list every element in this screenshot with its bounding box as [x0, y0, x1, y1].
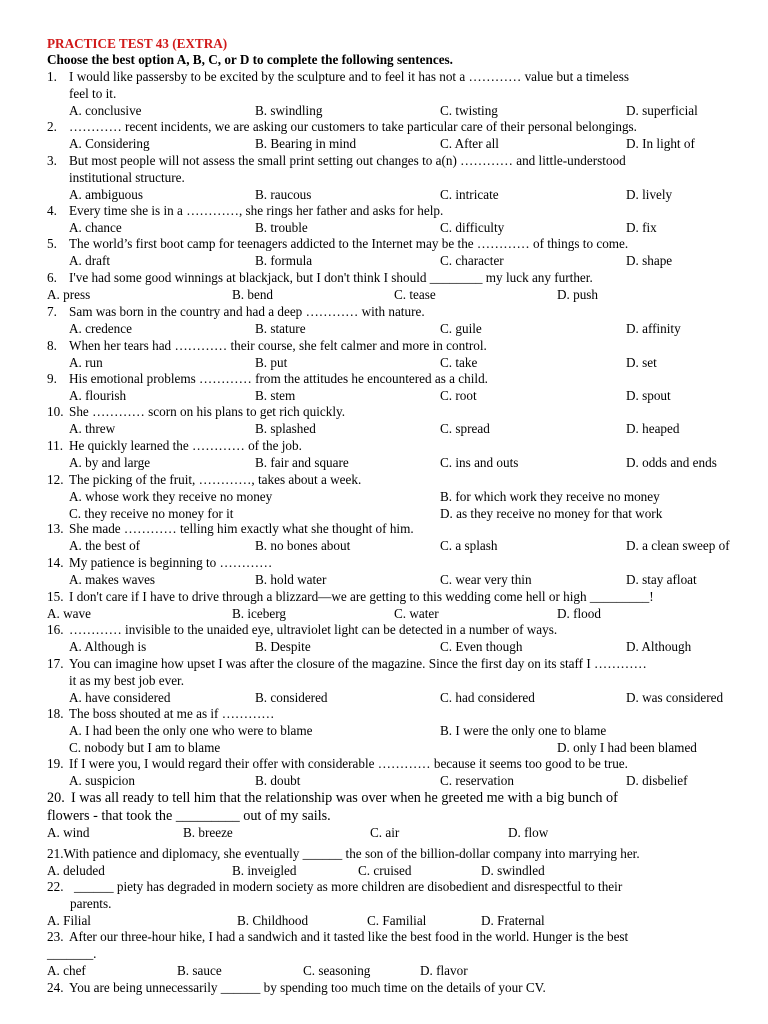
- question-9-option: D. spout: [626, 387, 671, 403]
- question-9-option: C. root: [440, 387, 477, 403]
- question-2-option: C. After all: [440, 135, 499, 151]
- question-19-option: D. disbelief: [626, 772, 688, 788]
- question-14-option: B. hold water: [255, 571, 327, 587]
- question-20-option: C. air: [370, 824, 400, 840]
- question-15-stem: I don't care if I have to drive through a blizzard—we are getting to this wedding come hell or high _________!: [69, 589, 654, 604]
- question-15-option: A. wave: [47, 605, 91, 621]
- question-21-text: [47, 846, 640, 862]
- question-stem: With patience and diplomacy, she eventually ______ the son of the billion-dollar company into marrying her.: [63, 846, 640, 861]
- question-3-number: 3.: [47, 153, 57, 168]
- question-19-stem: If I were you, I would regard their offer with considerable ………… because it seems too good to be true.: [69, 756, 628, 771]
- question-4-option: B. trouble: [255, 219, 308, 235]
- question-5-option: D. shape: [626, 252, 673, 268]
- question-2-option: D. In light of: [626, 135, 695, 151]
- question-15-option: C. water: [394, 605, 439, 621]
- question-12-option: A. whose work they receive no money: [69, 488, 273, 504]
- question-10-number: 10.: [47, 404, 64, 419]
- question-5-option: A. draft: [69, 252, 111, 268]
- question-16-option: B. Despite: [255, 638, 311, 654]
- question-16-number: 16.: [47, 622, 64, 637]
- question-11-option: C. ins and outs: [440, 454, 519, 470]
- question-5-stem: The world’s first boot camp for teenagers addicted to the Internet may be the ………… of things to come.: [69, 236, 629, 251]
- question-11-stem: He quickly learned the ………… of the job.: [69, 438, 302, 453]
- question-2-stem: ………… recent incidents, we are asking our customers to take particular care of their personal belongings.: [69, 119, 637, 134]
- question-11-option: B. fair and square: [255, 454, 349, 470]
- question-18-option: D. only I had been blamed: [557, 739, 697, 755]
- question-22-number: 22.: [47, 879, 64, 894]
- question-16-option: D. Although: [626, 638, 692, 654]
- question-19-option: C. reservation: [440, 772, 514, 788]
- question-23-option: C. seasoning: [303, 962, 371, 978]
- question-3-option: A. ambiguous: [69, 186, 143, 202]
- question-20-option: A. wind: [47, 824, 90, 840]
- question-14-option: C. wear very thin: [440, 571, 532, 587]
- question-3-option: C. intricate: [440, 186, 499, 202]
- question-23-option: A. chef: [47, 962, 86, 978]
- question-23-option: D. flavor: [420, 962, 468, 978]
- question-19-option: B. doubt: [255, 772, 301, 788]
- question-10-option: A. threw: [69, 420, 116, 436]
- question-3-option: D. lively: [626, 186, 673, 202]
- question-5-option: C. character: [440, 252, 504, 268]
- question-3-option: B. raucous: [255, 186, 312, 202]
- question-14-stem: My patience is beginning to …………: [69, 555, 273, 570]
- question-4-number: 4.: [47, 203, 57, 218]
- question-7-option: A. credence: [69, 320, 132, 336]
- question-1-stem: I would like passersby to be excited by the sculpture and to feel it has not a ………… value but a timeless: [69, 69, 629, 84]
- question-18-option: C. nobody but I am to blame: [69, 739, 221, 755]
- question-1-option: A. conclusive: [69, 102, 142, 118]
- question-7-option: C. guile: [440, 320, 482, 336]
- question-15-option: D. flood: [557, 605, 601, 621]
- question-6-stem: I've had some good winnings at blackjack, but I don't think I should ________ my luck any further.: [69, 270, 593, 285]
- question-7-number: 7.: [47, 304, 57, 319]
- question-8-option: A. run: [69, 354, 103, 370]
- question-19-number: 19.: [47, 756, 64, 771]
- question-12-option: C. they receive no money for it: [69, 505, 234, 521]
- question-9-option: B. stem: [255, 387, 296, 403]
- question-4-option: D. fix: [626, 219, 657, 235]
- question-6-option: C. tease: [394, 286, 436, 302]
- question-3-stem: But most people will not assess the small print setting out changes to a(n) ………… and little-understood: [69, 153, 626, 168]
- question-7-option: D. affinity: [626, 320, 681, 336]
- question-number: 21.: [47, 846, 64, 861]
- question-6-option: D. push: [557, 286, 599, 302]
- question-23-stem: After our three-hour hike, I had a sandwich and it tasted like the best food in the world. Hunger is the best: [69, 929, 629, 944]
- question-2-option: A. Considering: [69, 135, 150, 151]
- question-1-option: D. superficial: [626, 102, 698, 118]
- instructions: Choose the best option A, B, C, or D to complete the following sentences.: [47, 52, 453, 67]
- question-13-number: 13.: [47, 521, 64, 536]
- question-4-option: C. difficulty: [440, 219, 505, 235]
- question-3-stem-cont: institutional structure.: [69, 169, 185, 185]
- question-6-number: 6.: [47, 270, 57, 285]
- question-17-number: 17.: [47, 656, 64, 671]
- question-1-stem-cont: feel to it.: [69, 85, 117, 101]
- question-18-option: B. I were the only one to blame: [440, 722, 607, 738]
- question-24-number: 24.: [47, 980, 64, 995]
- question-10-option: C. spread: [440, 420, 490, 436]
- question-6-option: B. bend: [232, 286, 274, 302]
- question-17-option: A. have considered: [69, 689, 171, 705]
- page-title: PRACTICE TEST 43 (EXTRA): [47, 36, 228, 51]
- question-13-option: A. the best of: [69, 537, 141, 553]
- question-22-option: C. Familial: [367, 912, 427, 928]
- question-23-number: 23.: [47, 929, 64, 944]
- question-10-option: D. heaped: [626, 420, 680, 436]
- question-11-number: 11.: [47, 438, 63, 453]
- question-17-stem: You can imagine how upset I was after the closure of the magazine. Since the first day on its staff I …………: [69, 656, 647, 671]
- question-17-option: D. was considered: [626, 689, 724, 705]
- question-8-option: D. set: [626, 354, 657, 370]
- question-20-option: B. breeze: [183, 824, 233, 840]
- question-13-stem: She made ………… telling him exactly what she thought of him.: [69, 521, 414, 536]
- question-12-option: D. as they receive no money for that work: [440, 505, 663, 521]
- question-17-option: B. considered: [255, 689, 328, 705]
- question-13-option: C. a splash: [440, 537, 498, 553]
- question-17-option: C. had considered: [440, 689, 535, 705]
- question-1-option: C. twisting: [440, 102, 498, 118]
- question-9-option: A. flourish: [69, 387, 127, 403]
- question-16-option: A. Although is: [69, 638, 147, 654]
- question-12-number: 12.: [47, 472, 64, 487]
- question-17-stem-cont: it as my best job ever.: [69, 672, 185, 688]
- question-9-stem: His emotional problems ………… from the attitudes he encountered as a child.: [69, 371, 488, 386]
- question-21-option: A. deluded: [47, 862, 105, 878]
- question-15-number: 15.: [47, 589, 64, 604]
- question-5-number: 5.: [47, 236, 57, 251]
- question-11-option: D. odds and ends: [626, 454, 717, 470]
- question-21-option: C. cruised: [358, 862, 412, 878]
- question-19-option: A. suspicion: [69, 772, 135, 788]
- question-20-number: 20.: [47, 790, 65, 806]
- question-13-option: D. a clean sweep of: [626, 537, 730, 553]
- question-12-stem: The picking of the fruit, …………, takes about a week.: [69, 472, 362, 487]
- question-23-option: B. sauce: [177, 962, 222, 978]
- question-20-stem-cont: flowers - that took the _________ out of my sails.: [47, 808, 331, 824]
- question-23-stem-cont: _______.: [47, 945, 97, 961]
- question-2-number: 2.: [47, 119, 57, 134]
- question-14-number: 14.: [47, 555, 64, 570]
- question-8-option: B. put: [255, 354, 288, 370]
- question-1-number: 1.: [47, 69, 57, 84]
- question-20-stem: I was all ready to tell him that the relationship was over when he greeted me with a big bunch of: [71, 790, 618, 806]
- question-9-number: 9.: [47, 371, 57, 386]
- question-6-option: A. press: [47, 286, 91, 302]
- question-14-option: D. stay afloat: [626, 571, 697, 587]
- question-15-option: B. iceberg: [232, 605, 286, 621]
- question-7-option: B. stature: [255, 320, 306, 336]
- question-22-stem: ______ piety has degraded in modern society as more children are disobedient and disrespectful to their: [74, 879, 623, 894]
- question-8-stem: When her tears had ………… their course, she felt calmer and more in control.: [69, 338, 487, 353]
- question-14-option: A. makes waves: [69, 571, 156, 587]
- question-10-option: B. splashed: [255, 420, 316, 436]
- question-18-option: A. I had been the only one who were to blame: [69, 722, 313, 738]
- question-8-number: 8.: [47, 338, 57, 353]
- question-4-stem: Every time she is in a …………, she rings her father and asks for help.: [69, 203, 444, 218]
- question-21-option: B. inveigled: [232, 862, 297, 878]
- question-16-option: C. Even though: [440, 638, 523, 654]
- question-5-option: B. formula: [255, 252, 313, 268]
- question-20-option: D. flow: [508, 824, 549, 840]
- question-1-option: B. swindling: [255, 102, 323, 118]
- question-18-number: 18.: [47, 706, 64, 721]
- question-11-option: A. by and large: [69, 454, 151, 470]
- question-8-option: C. take: [440, 354, 478, 370]
- question-4-option: A. chance: [69, 219, 122, 235]
- question-21-option: D. swindled: [481, 862, 545, 878]
- question-24-stem: You are being unnecessarily ______ by spending too much time on the details of your CV.: [69, 980, 546, 995]
- question-13-option: B. no bones about: [255, 537, 351, 553]
- question-10-stem: She ………… scorn on his plans to get rich quickly.: [69, 404, 346, 419]
- question-16-stem: ………… invisible to the unaided eye, ultraviolet light can be detected in a number of ways.: [69, 622, 558, 637]
- question-22-option: B. Childhood: [237, 912, 309, 928]
- question-22-stem-cont: parents.: [70, 895, 112, 911]
- question-18-stem: The boss shouted at me as if …………: [69, 706, 275, 721]
- question-12-option: B. for which work they receive no money: [440, 488, 660, 504]
- question-22-option: A. Filial: [47, 912, 91, 928]
- question-7-stem: Sam was born in the country and had a deep ………… with nature.: [69, 304, 425, 319]
- question-2-option: B. Bearing in mind: [255, 135, 357, 151]
- question-22-option: D. Fraternal: [481, 912, 545, 928]
